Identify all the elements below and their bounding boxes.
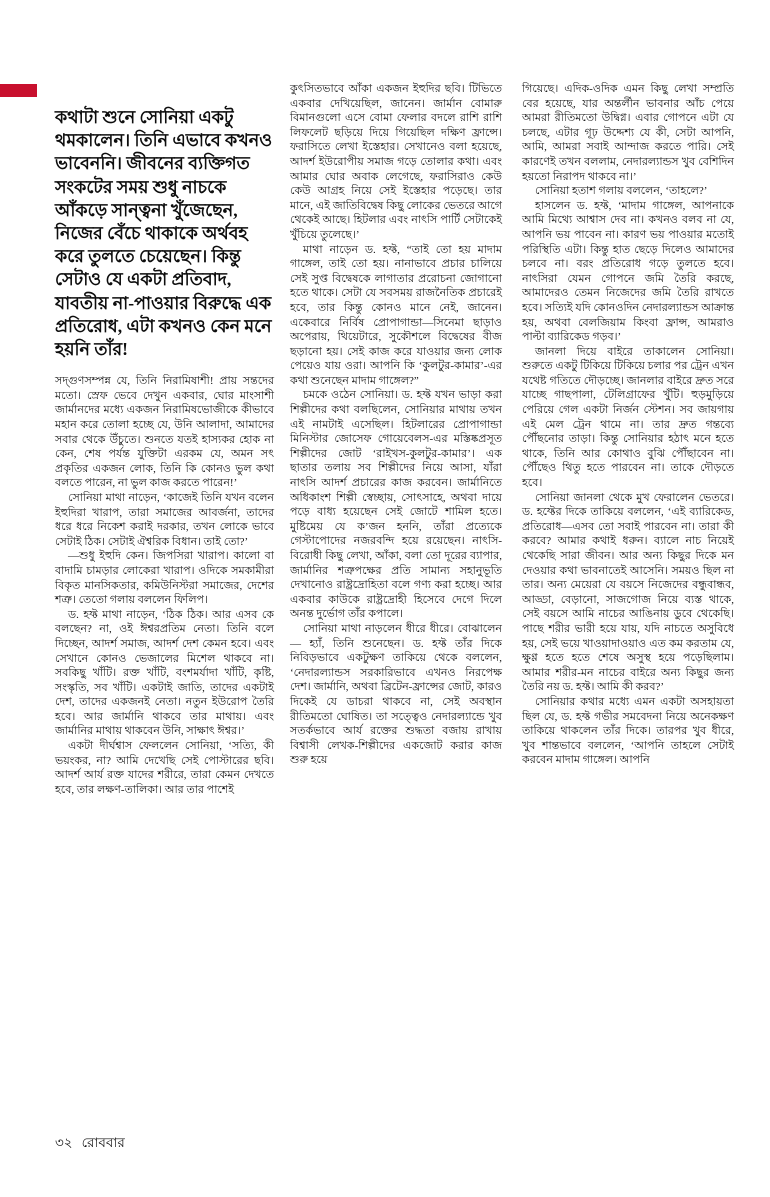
paragraph: সোনিয়া হতাশ গলায় বললেন, ‘তাহলে?’ [535, 185, 708, 198]
paragraph: —শুধু ইহুদি কেন। জিপসিরা খারাপ। কালো বা বাদামি চামড়ার লোকেরা খারাপ। ওদিকে সমকামীরা বিকৃত মানসিকতার, কমিউনিস্টরা সমাজের, দেশের শত্রু। তেতো গলায় বললেন ফিলিপ। [55, 550, 274, 607]
page-number: ৩২ [55, 1135, 73, 1150]
text-column-2 [290, 82, 502, 768]
page-footer [55, 1132, 125, 1155]
paragraph: হাসলেন ড. হফ্ট, ‘মাদাম গাঙ্গেল, আপনাকে আমি মিথ্যে আশ্বাস দেব না। কখনও বলব না যে, আপনি ভয় পাবেন না। কারণ ভয় পাওয়ার মতোই পরিস্থিতি এটা। কিন্তু হাত ছেড়ে দিলেও আমাদের চলবে না। বরং প্রতিরোধ গড়ে তুলতে হবে। নাৎসিরা যেমন গোপনে জমি তৈরি করছে, আমাদেরও তেমন নিজেদের জমি তৈরি রাখতে হবে। সত্যিই যদি কোনওদিন নেদারল্যান্ডস আক্রান্ত হয়, অথবা বেলজিয়াম কিংবা ফ্রান্স, আমরাও পাল্টা ব্যারিকেড গড়ব।’ [522, 199, 734, 344]
red-accent-bar [0, 84, 37, 97]
paragraph: সোনিয়া মাথা নাড়লেন ধীরে ধীরে। বোঝালেন— হ্যাঁ, তিনি শুনেছেন। ড. হফ্ট তাঁর দিকে নিবিড়ভাবে একটুক্ষণ তাকিয়ে থেকে বললেন, ‘নেদারল্যান্ডস সরকারিভাবে এখনও নিরপেক্ষ দেশ। জার্মানি, অথবা ব্রিটেন-ফ্রান্সের জোট, কারও দিকেই যে ডাচরা থাকবে না, সেই অবস্থান রীতিমতো ঘোষিত। তা সত্ত্বেও নেদারল্যান্ডে খুব সতর্কভাবে আর্য রক্তের শুদ্ধতা বজায় রাখায় বিশ্বাসী লেখক-শিল্পীদের একজোট করার কাজ শুরু হয়ে [290, 622, 502, 767]
column-2-body [290, 82, 502, 768]
paragraph: একটা দীর্ঘশ্বাস ফেললেন সোনিয়া, ‘সত্যি, কী ভয়ংকর, না? আমি দেখেছি সেই পোস্টারের ছবি। আদর্শ আর্য রক্ত যাদের শরীরে, তারা কেমন দেখতে হবে, তার লক্ষণ-তালিকা। আর তার পাশেই [55, 740, 274, 796]
paragraph: সোনিয়ার কথার মধ্যে এমন একটা অসহায়তা ছিল যে, ড. হফ্ট গভীর সমবেদনা নিয়ে অনেকক্ষণ তাকিয়ে থাকলেন তাঁর দিকে। তারপর খুব ধীরে, খুব শান্তভাবে বললেন, ‘আপনি তাহলে সেটাই করবেন মাদাম গাঙ্গেল। আপনি [522, 695, 734, 767]
column-1-body [55, 374, 274, 797]
paragraph: মাথা নাড়েন ড. হফ্ট, “তাই তো হয় মাদাম গাঙ্গেল, তাই তো হয়। নানাভাবে প্রচার চালিয়ে সেই সুপ্ত বিদ্বেষকে লাগাতার প্ররোচনা জোগানো হতে থাকে। সেটা যে সবসময় রাজনৈতিক প্রচারেই হবে, তার কিন্তু কোনও মানে নেই, জানেন। একেবারে নির্বিষ প্রোপাগান্ডা—সিনেমা ছাড়াও অপেরায়, থিয়েটারে, সুকৌশলে বিদ্বেষের বীজ ছড়ানো হয়। সেই কাজ করে যাওয়ার জন্য লোক পেয়েও যায় ওরা। আপনি কি ‘কুলটুর-কামার’-এর কথা শুনেছেন মাদাম গাঙ্গেল?” [290, 243, 502, 387]
paragraph: সোনিয়া মাথা নাড়েন, ‘কাজেই তিনি যখন বলেন ইহুদিরা খারাপ, তারা সমাজের আবর্জনা, তাদের ধরে ধরে নিকেশ করাই দরকার, তখন লোকে ভাবে সেটাই ঠিক। সেটাই ঐশ্বরিক বিধান। তাই তো?’ [55, 491, 274, 548]
paragraph: সোনিয়া জানলা থেকে মুখ ফেরালেন ভেতরে। ড. হফ্টের দিকে তাকিয়ে বললেন, ‘এই ব্যারিকেড, প্রতিরোধ—এসব তো সবাই পারবেন না। তারা কী করবে? আমার কথাই ধরুন। ব্যালে নাচ নিয়েই থেকেছি সারা জীবন। আর অন্য কিছুর দিকে মন দেওয়ার কথা ভাবনাতেই আসেনি। সময়ও ছিল না তার। অন্য মেয়েরা যে বয়সে নিজেদের বন্ধুবান্ধব, আড্ডা, বেড়ানো, সাজগোজ নিয়ে ব্যস্ত থাকে, সেই বয়সে আমি নাচের আঙিনায় ডুবে থেকেছি। পাছে শরীর ভারী হয়ে যায়, যদি নাচতে অসুবিধে হয়, সেই ভয়ে খাওয়াদাওয়াও এত কম করতাম যে, ক্ষুণ্ণ হতে হতে শেষে অসুস্থ হয়ে পড়েছিলাম। আমার শরীর-মন নাচের বাইরে অন্য কিছুর জন্য তৈরি নয় ড. হফ্ট। আমি কী করব?’ [522, 491, 734, 694]
text-column-1 [55, 106, 274, 797]
paragraph: সদ্‌গুণসম্পন্ন যে, তিনি নিরামিষাশী! প্রায় সন্তদের মতো। স্রেফ ভেবে দেখুন একবার, ঘোর মাংসাশী জার্মানদের মধ্যে একজন নিরামিষভোজীকে কীভাবে মহান করে তোলা হচ্ছে যে, উনি আলাদা, আমাদের সবার থেকে উঁচুতে। শুনতে যতই হাস্যকর হোক না কেন, শেষ পর্যন্ত যুক্তিটা এরকম যে, অমন সৎ প্রকৃতির একজন লোক, তিনি কি কোনও ভুল কথা বলতে পারেন, না ভুল কাজ করতে পারেন!’ [55, 375, 274, 490]
paragraph: কুৎসিতভাবে আঁকা একজন ইহুদির ছবি। টিভিতে একবার দেখিয়েছিল, জানেন। জার্মান বোমারু বিমানগুলো এসে বোমা ফেলার বদলে রাশি রাশি লিফলেট ছড়িয়ে দিয়ে গিয়েছিল দক্ষিণ ফ্রান্সে। ফরাসিতে লেখা ইস্তেহার। সেখানেও বলা হয়েছে, আদর্শ ইউরোপীয় সমাজ গড়ে তোলার কথা। এবং আমার ঘোর অবাক লেগেছে, ফরাসিরাও কেউ কেউ আগ্রহ নিয়ে সেই ইস্তেহার পড়েছে। তার মানে, এই জাতিবিদ্বেষ কিছু লোকের ভেতরে আগে থেকেই আছে। হিটলার এবং নাৎসি পার্টি সেটাকেই খুঁচিয়ে তুলেছে।’ [290, 83, 502, 241]
paragraph: গিয়েছে। এদিক-ওদিক এমন কিছু লেখা সম্প্রতি বের হয়েছে, যার অন্তর্লীন ভাবনার আঁচ পেয়ে আমরা রীতিমতো উদ্বিগ্ন। এবার গোপনে এটা যে চলছে, এটার গূঢ় উদ্দেশ্য যে কী, সেটা আপনি, আমি, আমরা সবাই আন্দাজ করতে পারি। সেই কারণেই তখন বললাম, নেদারল্যান্ডস খুব বেশিদিন হয়তো নিরাপদ থাকবে না।’ [522, 83, 734, 183]
paragraph: চমকে ওঠেন সোনিয়া। ড. হফ্ট যখন ভাড়া করা শিল্পীদের কথা বলছিলেন, সোনিয়ার মাথায় তখন এই নামটাই এসেছিল। হিটলারের প্রোপাগান্ডা মিনিস্টার জোসেফ গোয়েবেলস-এর মস্তিষ্কপ্রসূত শিল্পীদের জোট ‘রাইখস-কুলটুর-কামার’। এক ছাতার তলায় সব শিল্পীদের নিয়ে আসা, যাঁরা নাৎসি আদর্শ প্রচারের কাজ করবেন। জার্মানিতে অধিকাংশ শিল্পী স্বেচ্ছায়, সোৎসাহে, অথবা দায়ে পড়ে বাধ্য হয়েছেন সেই জোটে শামিল হতে। মুষ্টিমেয় যে ক’জন হননি, তাঁরা প্রত্যেকে গেস্টাপোদের নজরবন্দি হয়ে রয়েছেন। নাৎসি-বিরোধী কিছু লেখা, আঁকা, বলা তো দূরের ব্যাপার, জার্মানির শত্রুপক্ষের প্রতি সামান্য সহানুভূতি দেখানোও রাষ্ট্রদ্রোহিতা বলে গণ্য করা হচ্ছে। আর একবার কাউকে রাষ্ট্রদ্রোহী হিসেবে দেগে দিলে অনন্ত দুর্ভোগ তাঁর কপালে। [290, 389, 502, 621]
lead-paragraph: কথাটা শুনে সোনিয়া একটু থমকালেন। তিনি এভাবে কখনও ভাবেননি। জীবনের ব্যক্তিগত সংকটের সময় শুধু নাচকে আঁকড়ে সান্ত্বনা খুঁজেছেন, নিজের বেঁচে থাকাকে অর্থবহ করে তুলতে চেয়েছেন। কিন্তু সেটাও যে একটা প্রতিবাদ, যাবতীয় না-পাওয়ার বিরুদ্ধে এক প্রতিরোধ, এটা কখনও কেন মনে হয়নি তাঁর! [55, 107, 273, 360]
paragraph: ড. হফ্ট মাথা নাড়েন, ‘ঠিক ঠিক। আর এসব কে বলছেন? না, ওই ঈশ্বরপ্রতিম নেতা। তিনি বলে দিচ্ছেন, আদর্শ সমাজ, আদর্শ দেশ কেমন হবে। এবং সেখানে কোনও ভেজালের মিশেল থাকবে না। সবকিছু খাঁটি। রক্ত খাঁটি, বংশমর্যাদা খাঁটি, কৃষ্টি, সংস্কৃতি, সব খাঁটি। একটাই জাতি, তাদের একটাই দেশ, তাদের একজনই নেতা। নতুন ইউরোপ তৈরি হবে। আর জার্মানি থাকবে তার মাথায়। এবং জার্মানির মাথায় থাকবেন উনি, সাক্ষাৎ ঈশ্বর।’ [55, 608, 274, 738]
paragraph: জানলা দিয়ে বাইরে তাকালেন সোনিয়া। শুরুতে একটু টিকিয়ে টিকিয়ে চলার পর ট্রেন এখন যথেষ্ট গতিতে দৌড়চ্ছে। জানলার বাইরে দ্রুত সরে যাচ্ছে গাছপালা, টেলিগ্রাফের খুঁটি। হুড়মুড়িয়ে পেরিয়ে গেল একটা নির্জন স্টেশন। সব জায়গায় এই মেল ট্রেন থামে না। তার দ্রুত গন্তব্যে পৌঁছনোর তাড়া। কিন্তু সোনিয়ার হঠাৎ মনে হতে থাকে, তিনি আর কোথাও বুঝি পৌঁছাবেন না। পৌঁছেও থিতু হতে পারবেন না। তাকে দৌড়তে হবে। [522, 345, 734, 490]
magazine-name: রোববার [81, 1135, 125, 1150]
column-3-body [522, 82, 734, 768]
text-column-3 [522, 82, 734, 768]
